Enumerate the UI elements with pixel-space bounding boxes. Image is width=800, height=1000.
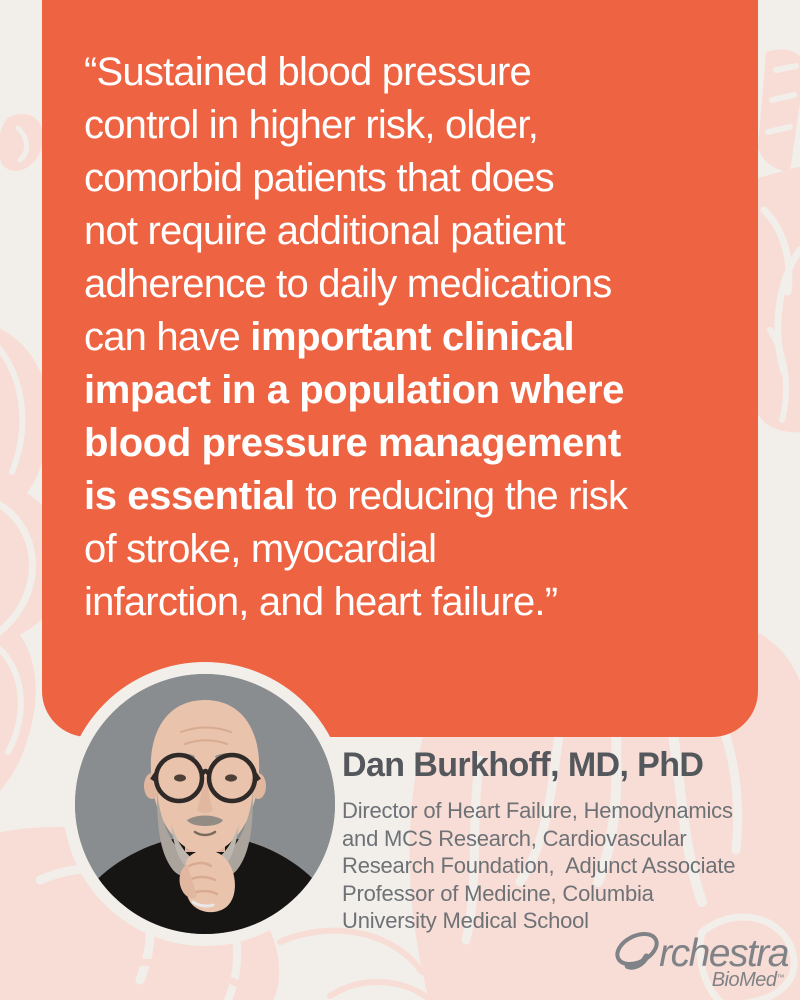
speaker-title-line: Director of Heart Failure, Hemodynamics xyxy=(342,798,733,823)
logo-brand-row xyxy=(613,928,788,976)
quote-panel xyxy=(42,0,758,737)
speaker-info xyxy=(342,746,788,935)
quote-line: blood pressure management xyxy=(84,421,621,465)
quote-line: comorbid patients that does xyxy=(84,156,554,200)
quote-line: not require additional patient xyxy=(84,209,565,253)
quote-text xyxy=(84,46,732,629)
quote-line: impact in a population where xyxy=(84,368,624,412)
speaker-title xyxy=(342,797,788,935)
orchestra-biomed-logo xyxy=(613,928,788,992)
speaker-photo xyxy=(63,662,347,946)
quote-line: adherence to daily medications xyxy=(84,262,612,306)
quote-line: control in higher risk, older, xyxy=(84,103,539,147)
speaker-title-line: Research Foundation, Adjunct Associate xyxy=(342,853,736,878)
quote-line: infarction, and heart failure.” xyxy=(84,580,558,624)
quote-line: of stroke, myocardial xyxy=(84,527,437,571)
stylized-o-logo-mark xyxy=(613,928,661,970)
quote-line: is essential to reducing the risk xyxy=(84,474,628,518)
speaker-title-line: Professor of Medicine, Columbia xyxy=(342,880,654,906)
logo-sub-brand: BioMed™ xyxy=(711,969,784,991)
logo-brand-rest: rchestra xyxy=(659,932,788,976)
portrait-dan-burkhoff xyxy=(75,674,335,934)
quote-line: “Sustained blood pressure xyxy=(84,50,531,94)
speaker-name: Dan Burkhoff, MD, PhD xyxy=(342,746,704,784)
trademark-symbol: ™ xyxy=(776,973,784,982)
speaker-title-line: and MCS Research, Cardiovascular xyxy=(342,825,687,851)
quote-line: can have important clinical xyxy=(84,315,575,359)
speaker-title-line: University Medical School xyxy=(342,908,589,933)
